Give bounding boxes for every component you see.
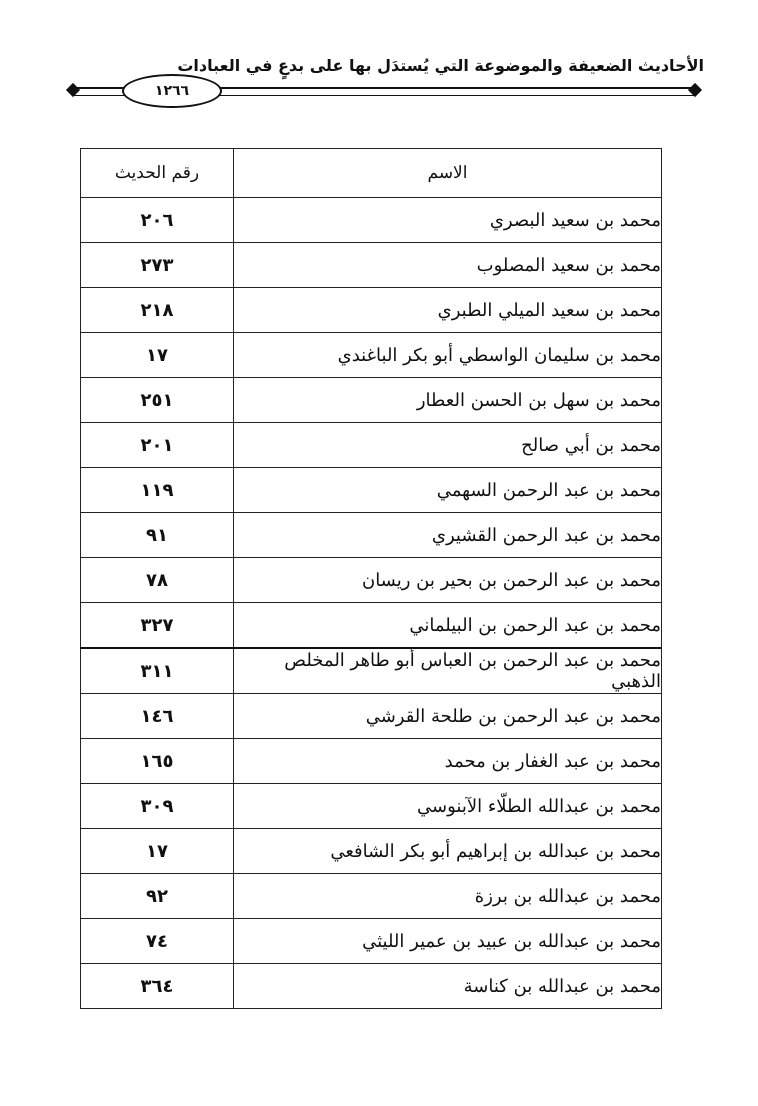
table-row bbox=[81, 198, 662, 243]
narrator-name: محمد بن عبد الرحمن بن طلحة القرشي bbox=[234, 694, 662, 739]
table-row bbox=[81, 874, 662, 919]
narrator-name: محمد بن سليمان الواسطي أبو بكر الباغندي bbox=[234, 333, 662, 378]
narrator-name: محمد بن عبد الرحمن السهمي bbox=[234, 468, 662, 513]
book-title: الأحاديث الضعيفة والموضوعة التي يُستدَل بها على بدعٍ في العبادات bbox=[177, 56, 704, 75]
table-row bbox=[81, 378, 662, 423]
table-row bbox=[81, 964, 662, 1009]
column-header-number: رقم الحديث bbox=[81, 149, 234, 198]
hadith-number: ١١٩ bbox=[81, 468, 234, 513]
table-row bbox=[81, 603, 662, 649]
narrator-name: محمد بن عبدالله بن كناسة bbox=[234, 964, 662, 1009]
hadith-number: ٧٤ bbox=[81, 919, 234, 964]
table-row bbox=[81, 513, 662, 558]
table-row bbox=[81, 333, 662, 378]
narrator-name: محمد بن أبي صالح bbox=[234, 423, 662, 468]
table-header-row bbox=[81, 149, 662, 198]
hadith-number: ٣١١ bbox=[81, 648, 234, 694]
hadith-number: ١٤٦ bbox=[81, 694, 234, 739]
hadith-number: ٢٠١ bbox=[81, 423, 234, 468]
hadith-number: ٩٢ bbox=[81, 874, 234, 919]
running-header bbox=[64, 56, 704, 118]
table-row bbox=[81, 648, 662, 694]
table-row bbox=[81, 919, 662, 964]
narrator-name: محمد بن سعيد البصري bbox=[234, 198, 662, 243]
narrator-name: محمد بن عبد الرحمن القشيري bbox=[234, 513, 662, 558]
narrators-index-table bbox=[80, 148, 662, 1009]
table-row bbox=[81, 288, 662, 333]
hadith-number: ٢٠٦ bbox=[81, 198, 234, 243]
narrator-name: محمد بن عبدالله بن عبيد بن عمير الليثي bbox=[234, 919, 662, 964]
table-row bbox=[81, 423, 662, 468]
narrator-name: محمد بن سعيد الميلي الطبري bbox=[234, 288, 662, 333]
table-row bbox=[81, 243, 662, 288]
hadith-number: ٢٧٣ bbox=[81, 243, 234, 288]
table-row bbox=[81, 558, 662, 603]
narrator-name: محمد بن عبدالله الطلّاء الآبنوسي bbox=[234, 784, 662, 829]
hadith-number: ٧٨ bbox=[81, 558, 234, 603]
hadith-number: ٣٢٧ bbox=[81, 603, 234, 649]
narrator-name: محمد بن سهل بن الحسن العطار bbox=[234, 378, 662, 423]
hadith-number: ٢٥١ bbox=[81, 378, 234, 423]
narrator-name: محمد بن عبد الغفار بن محمد bbox=[234, 739, 662, 784]
page-number: ١٢٦٦ bbox=[122, 74, 222, 108]
table-row bbox=[81, 739, 662, 784]
table-row bbox=[81, 784, 662, 829]
table-row bbox=[81, 468, 662, 513]
narrator-name: محمد بن سعيد المصلوب bbox=[234, 243, 662, 288]
hadith-number: ١٧ bbox=[81, 829, 234, 874]
hadith-number: ٣٠٩ bbox=[81, 784, 234, 829]
hadith-number: ٣٦٤ bbox=[81, 964, 234, 1009]
narrator-name: محمد بن عبد الرحمن بن العباس أبو طاهر المخلص الذهبي bbox=[234, 648, 662, 694]
column-header-name: الاسم bbox=[234, 149, 662, 198]
table-row bbox=[81, 694, 662, 739]
hadith-number: ١٦٥ bbox=[81, 739, 234, 784]
table-row bbox=[81, 829, 662, 874]
narrator-name: محمد بن عبدالله بن برزة bbox=[234, 874, 662, 919]
narrator-name: محمد بن عبد الرحمن بن البيلماني bbox=[234, 603, 662, 649]
hadith-number: ٩١ bbox=[81, 513, 234, 558]
narrator-name: محمد بن عبد الرحمن بن بحير بن ريسان bbox=[234, 558, 662, 603]
hadith-number: ٢١٨ bbox=[81, 288, 234, 333]
hadith-number: ١٧ bbox=[81, 333, 234, 378]
narrator-name: محمد بن عبدالله بن إبراهيم أبو بكر الشافعي bbox=[234, 829, 662, 874]
